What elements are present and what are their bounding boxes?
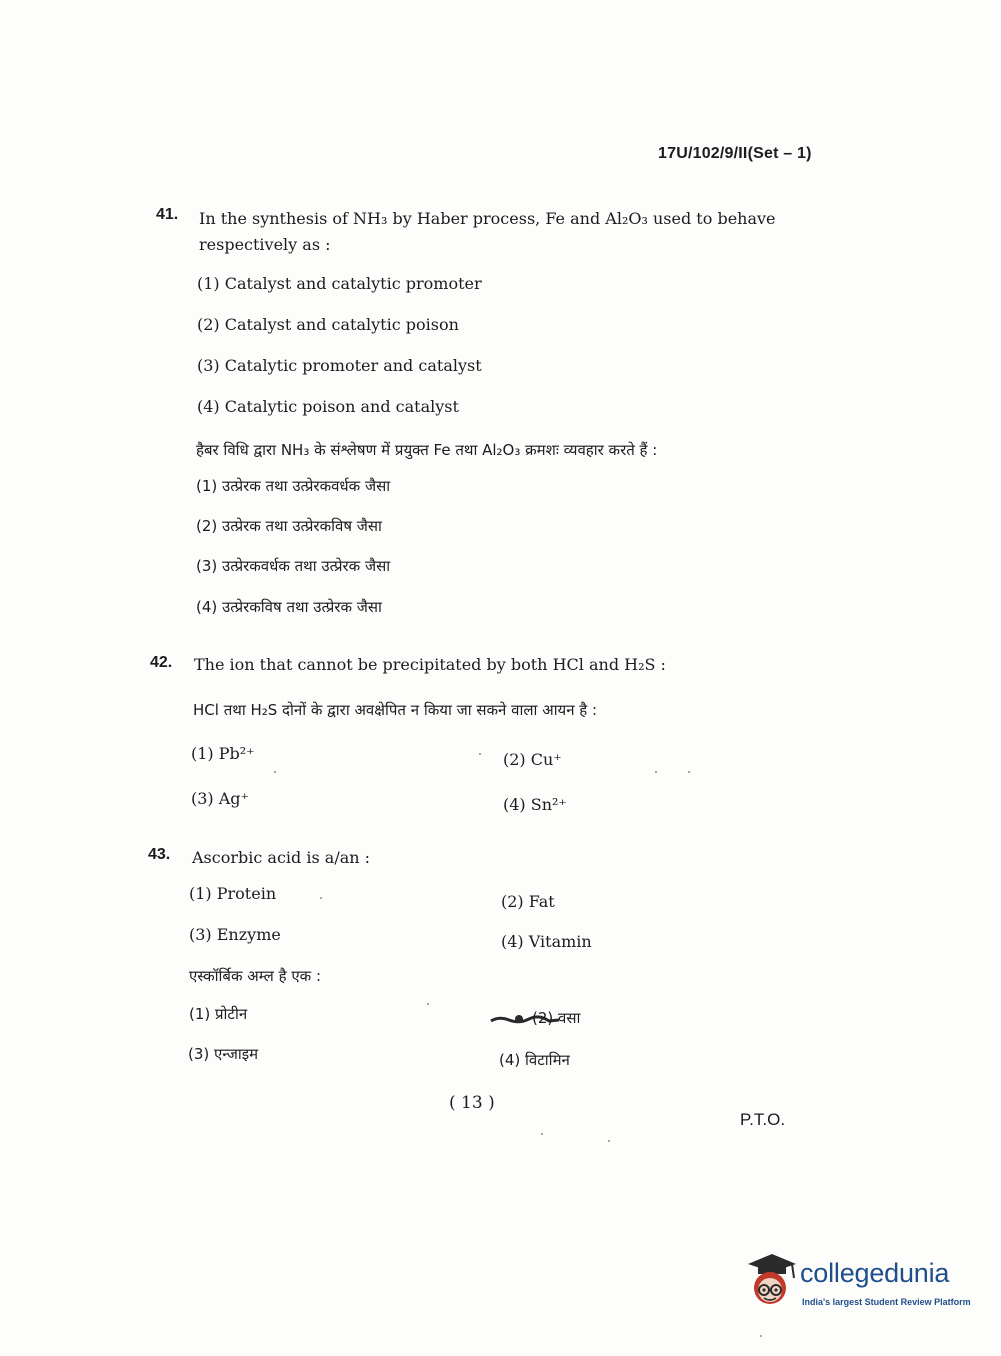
question-number-41: 41.: [156, 206, 179, 223]
question-43-stem: Ascorbic acid is a/an :: [192, 848, 371, 867]
question-number-42: 42.: [150, 654, 173, 671]
scan-speck: [479, 753, 481, 755]
scan-speck: [760, 1335, 762, 1337]
question-42-option-2: (2) Cu⁺: [503, 750, 562, 769]
question-43-option-1: (1) Protein: [189, 884, 277, 903]
scan-speck: [608, 1140, 610, 1142]
question-41-hindi-option-1: (1) उत्प्रेरक तथा उत्प्रेरकवर्धक जैसा: [196, 477, 391, 495]
question-41-hindi-option-2: (2) उत्प्रेरक तथा उत्प्रेरकविष जैसा: [196, 517, 382, 535]
pto-label: P.T.O.: [740, 1110, 786, 1129]
scan-speck: [320, 897, 322, 899]
question-number-43: 43.: [148, 846, 171, 863]
question-42-stem: The ion that cannot be precipitated by both HCl and H₂S :: [194, 655, 666, 674]
question-43-hindi-option-4: (4) विटामिन: [499, 1051, 570, 1069]
question-41-stem-line2: respectively as :: [199, 235, 331, 254]
scan-speck: [541, 1133, 543, 1135]
scan-speck: [655, 771, 657, 773]
question-43-option-2: (2) Fat: [501, 892, 555, 911]
question-41-option-3: (3) Catalytic promoter and catalyst: [197, 356, 482, 375]
question-42-option-4: (4) Sn²⁺: [503, 795, 567, 814]
collegedunia-logo: [742, 1250, 972, 1320]
question-43-hindi-option-3: (3) एन्जाइम: [188, 1045, 259, 1063]
question-43-option-4: (4) Vitamin: [501, 932, 592, 951]
page-number: ( 13 ): [449, 1093, 495, 1113]
logo-wordmark: collegedunia: [800, 1258, 950, 1288]
scan-speck: [688, 771, 690, 773]
question-41-stem-line1: In the synthesis of NH₃ by Haber process, Fe and Al₂O₃ used to behave: [199, 209, 776, 228]
question-43-hindi-stem: एस्कॉर्बिक अम्ल है एक :: [189, 967, 321, 985]
question-43-hindi-option-1: (1) प्रोटीन: [189, 1005, 248, 1023]
question-42-hindi-stem: HCl तथा H₂S दोनों के द्वारा अवक्षेपित न किया जा सकने वाला आयन है :: [193, 701, 598, 719]
question-41-hindi-option-4: (4) उत्प्रेरकविष तथा उत्प्रेरक जैसा: [196, 598, 382, 616]
scan-speck: [427, 1003, 429, 1005]
question-41-hindi-stem: हैबर विधि द्वारा NH₃ के संश्लेषण में प्रयुक्त Fe तथा Al₂O₃ क्रमशः व्यवहार करते हैं :: [196, 441, 658, 459]
question-41-option-2: (2) Catalyst and catalytic poison: [197, 315, 459, 334]
paper-code: 17U/102/9/II(Set – 1): [658, 145, 812, 162]
question-41-hindi-option-3: (3) उत्प्रेरकवर्धक तथा उत्प्रेरक जैसा: [196, 557, 391, 575]
scan-speck: [274, 771, 276, 773]
question-43-hindi-option-2: (2) वसा: [532, 1009, 581, 1027]
question-41-option-4: (4) Catalytic poison and catalyst: [197, 397, 459, 416]
question-42-option-1: (1) Pb²⁺: [191, 744, 255, 763]
mascot-icon: [742, 1250, 798, 1312]
question-43-option-3: (3) Enzyme: [189, 925, 281, 944]
question-42-option-3: (3) Ag⁺: [191, 789, 249, 808]
logo-tagline: India's largest Student Review Platform: [802, 1297, 971, 1307]
question-41-option-1: (1) Catalyst and catalytic promoter: [197, 274, 482, 293]
